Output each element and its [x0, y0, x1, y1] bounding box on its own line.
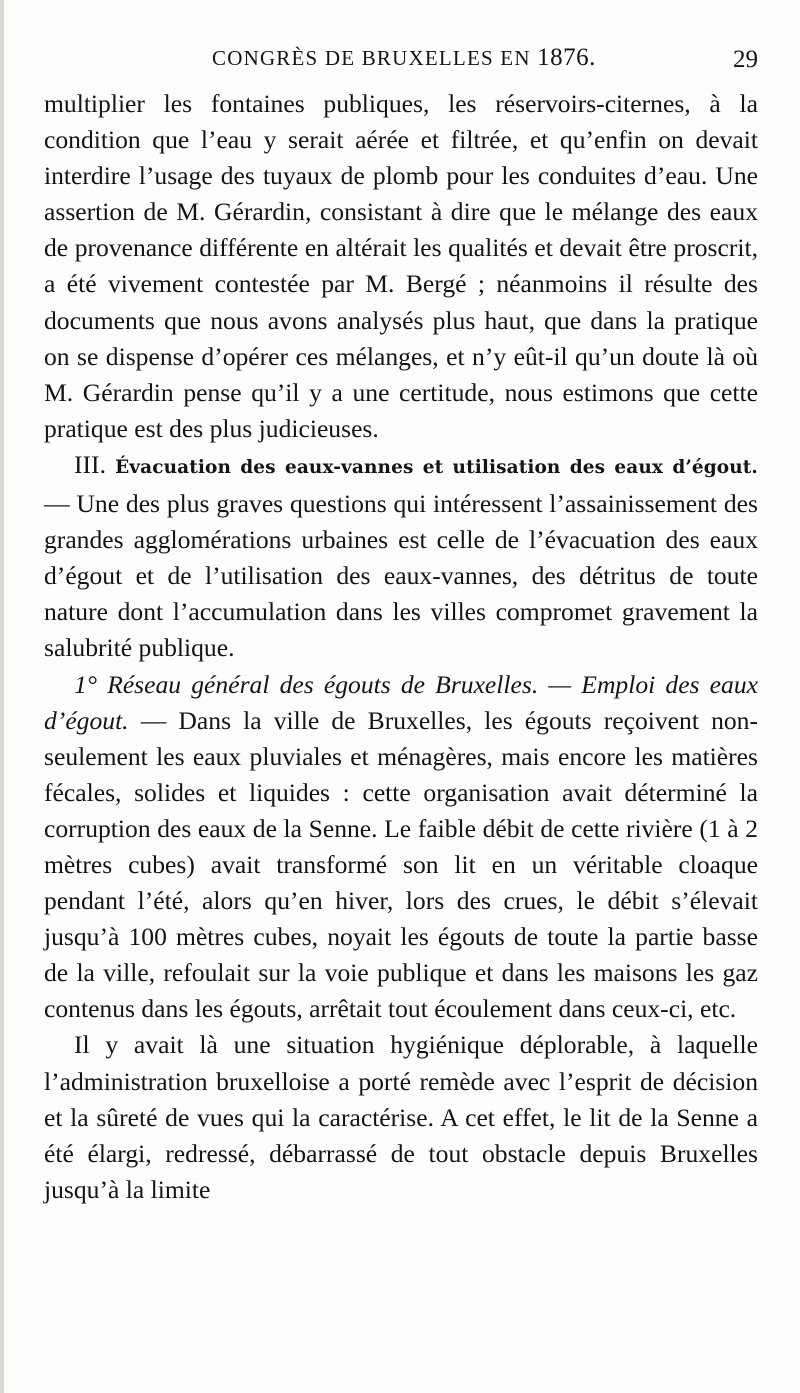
running-header — [44, 44, 760, 78]
section-number: III. — [74, 449, 106, 479]
section-title: Évacuation des eaux-vannes et utilisation des eaux d’égout. — [115, 456, 758, 478]
running-title-year: 1876. — [537, 44, 596, 71]
running-title-main: CONGRÈS DE BRUXELLES EN — [212, 46, 538, 70]
running-title — [212, 44, 596, 72]
section-iii-text: — Une des plus graves questions qui intéressent l’assainissement des grandes agglomérations urbaines est celle de l’évacuation des eaux d’égout et de l’utilisation des eaux-vannes, des détritus de toute nature dont l’accumulation dans les villes compromet gravement la salubrité publique. — [44, 489, 758, 663]
subsection-title: 1° Réseau général des égouts de Bruxelles. — Emploi des eaux d’égout. — [44, 669, 758, 735]
scan-edge-shadow — [0, 0, 4, 1393]
page-number: 29 — [733, 46, 758, 73]
body-text — [44, 86, 758, 1208]
paragraph-section-iii — [44, 447, 758, 667]
paragraph-continuation: multiplier les fontaines publiques, les réservoirs-citernes, à la condition que l’eau y serait aérée et filtrée, et qu’enfin on devait interdire l’usage des tuyaux de plomb pour les conduites d’eau. Une assertion de M. Gérardin, consistant à dire que le mélange des eaux de provenance différente en altérait les qualités et devait être proscrit, a été vivement contestée par M. Bergé ; néanmoins il résulte des documents que nous avons analysés plus haut, que dans la pratique on se dispense d’opérer ces mélanges, et n’y eût-il qu’un doute là où M. Gérardin pense qu’il y a une certitude, nous estimons que cette pratique est des plus judicieuses. — [44, 89, 758, 443]
paragraph-subsection-1 — [44, 667, 758, 1028]
paragraph-remedy: Il y avait là une situation hygiénique déplorable, à laquelle l’administration bruxelloise a porté remède avec l’esprit de décision et la sûreté de vues qui la caractérise. A cet effet, le lit de la Senne a été élargi, redressé, débarrassé de tout obstacle depuis Bruxelles jusqu’à la limite — [44, 1030, 758, 1204]
subsection-1-text: — Dans la ville de Bruxelles, les égouts reçoivent non-seulement les eaux pluviales et ménagères, mais encore les matières fécales, solides et liquides : cette organisation avait déterminé la corruption des eaux de la Senne. Le faible débit de cette rivière (1 à 2 mètres cubes) avait transformé son lit en un véritable cloaque pendant l’été, alors qu’en hiver, lors des crues, le débit s’élevait jusqu’à 100 mètres cubes, noyait les égouts de toute la partie basse de la ville, refoulait sur la voie publique et dans les maisons les gaz contenus dans les égouts, arrêtait tout écoulement dans ceux-ci, etc. — [44, 705, 758, 1024]
